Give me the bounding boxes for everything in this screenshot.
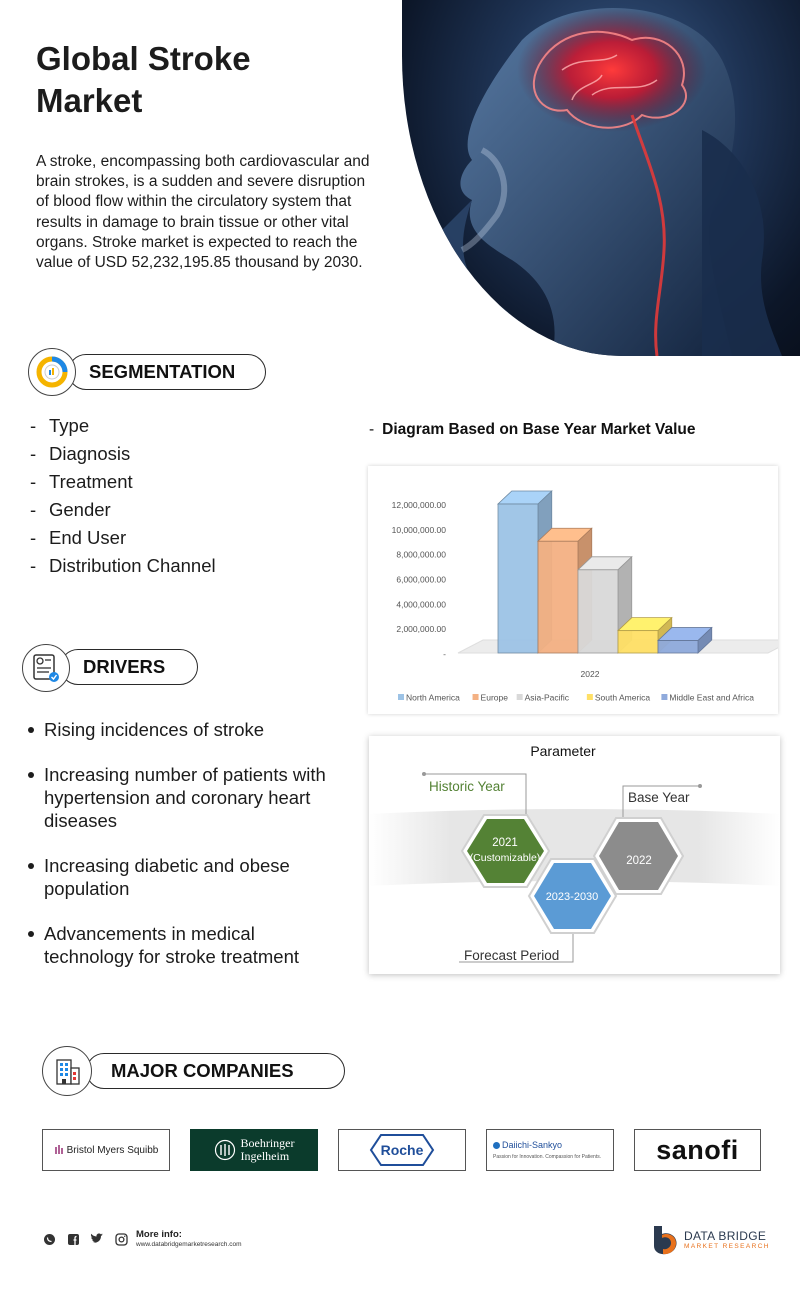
daiichi-tagline: Passion for Innovation. Compassion for Patients. (493, 1154, 602, 1160)
twitter-icon[interactable] (90, 1232, 104, 1246)
legend-swatch (587, 694, 593, 700)
y-tick-label: 4,000,000.00 (396, 599, 446, 610)
segmentation-icon (28, 348, 76, 396)
roche-hexagon-icon (369, 1133, 435, 1167)
company-logo-daiichi (486, 1129, 614, 1171)
historic-label: Historic Year (429, 779, 505, 794)
legend-entry: Middle East and Africa (669, 692, 754, 703)
bar (658, 641, 698, 653)
boehringer-line1: Boehringer (240, 1136, 295, 1150)
historic-dot (422, 772, 426, 776)
base-year: 2022 (626, 855, 652, 867)
sanofi-name: sanofi (656, 1134, 739, 1165)
y-tick-label: 6,000,000.00 (396, 574, 446, 585)
list-item: - Type (30, 412, 216, 440)
hero-brain-image (402, 0, 800, 356)
brand-subtitle: MARKET RESEARCH (684, 1243, 770, 1250)
diagram-heading (369, 421, 696, 439)
legend-swatch (661, 694, 667, 700)
drivers-list (26, 718, 344, 990)
list-item: - Treatment (30, 468, 216, 496)
roche-name: Roche (380, 1142, 424, 1158)
list-item: Increasing number of patients with hypertension and coronary heart diseases (26, 763, 344, 832)
social-icons (42, 1232, 128, 1246)
bar (538, 541, 578, 653)
x-tick-label: 2022 (580, 669, 600, 679)
facebook-icon[interactable] (66, 1232, 80, 1246)
more-info-label: More info: (136, 1229, 182, 1240)
company-logo-bms (42, 1129, 170, 1171)
whatsapp-icon[interactable] (42, 1232, 56, 1246)
intro-paragraph: A stroke, encompassing both cardiovascular and brain strokes, is a sudden and severe disruption of blood flow within the circulatory system that results in damage to brain tissue or other vital organs. Stroke market is expected to reach the value of USD 52,232,195.85 thousand by 2030. (36, 153, 370, 272)
y-tick-label: 8,000,000.00 (396, 549, 446, 560)
list-item: Increasing diabetic and obese population (26, 854, 344, 900)
brand-name: DATA BRIDGE (684, 1229, 767, 1243)
legend-entry: North America (406, 692, 460, 703)
historic-year: 2021 (492, 837, 518, 849)
brain-illustration (402, 0, 800, 356)
boehringer-line2: Ingelheim (240, 1149, 290, 1163)
y-tick-label: - (443, 649, 446, 659)
segmentation-label: SEGMENTATION (89, 361, 236, 382)
legend-swatch (517, 694, 523, 700)
base-label: Base Year (628, 790, 690, 805)
forecast-years: 2023-2030 (545, 891, 599, 903)
boehringer-mark-icon (214, 1139, 236, 1161)
list-item: - Distribution Channel (30, 552, 216, 580)
diagram-heading-text: Diagram Based on Base Year Market Value (382, 421, 696, 438)
drivers-heading (60, 649, 198, 685)
legend-swatch (473, 694, 479, 700)
legend-entry: Asia-Pacific (524, 692, 570, 703)
instagram-icon[interactable] (114, 1232, 128, 1246)
bar (498, 504, 538, 653)
parameter-diagram (369, 736, 780, 974)
daiichi-mark-icon (493, 1142, 500, 1149)
legend-swatch (398, 694, 404, 700)
legend-entry: South America (594, 692, 651, 703)
historic-note: (Customizable) (469, 852, 541, 864)
companies-label: MAJOR COMPANIES (111, 1060, 294, 1081)
base-dot (698, 784, 702, 788)
drivers-label: DRIVERS (83, 656, 166, 677)
list-item: Rising incidences of stroke (26, 718, 344, 741)
y-tick-label: 12,000,000.00 (391, 500, 446, 510)
y-tick-label: 2,000,000.00 (396, 624, 446, 635)
company-logo-sanofi (634, 1129, 761, 1171)
forecast-label: Forecast Period (464, 948, 560, 963)
daiichi-name: Daiichi-Sankyo (502, 1140, 563, 1150)
market-value-chart (368, 466, 778, 714)
page-title: Global Stroke Market (36, 40, 251, 119)
bar (578, 570, 618, 653)
diagram-heading-dash: - (369, 421, 375, 438)
list-item: - End User (30, 524, 216, 552)
segmentation-list (30, 412, 216, 580)
parameter-title: Parameter (530, 743, 596, 759)
legend-entry: Europe (480, 692, 508, 703)
segmentation-heading (68, 354, 266, 390)
list-item: Advancements in medical technology for stroke treatment (26, 922, 344, 968)
bar (618, 631, 658, 653)
data-bridge-logo-icon (650, 1224, 682, 1261)
list-item: - Gender (30, 496, 216, 524)
companies-heading (86, 1053, 345, 1089)
y-tick-label: 10,000,000.00 (391, 524, 446, 535)
bms-name: Bristol Myers Squibb (66, 1144, 159, 1156)
website-link[interactable]: www.databridgemarketresearch.com (136, 1241, 242, 1248)
drivers-icon (22, 644, 70, 692)
companies-icon (42, 1046, 92, 1096)
list-item: - Diagnosis (30, 440, 216, 468)
company-logo-roche (338, 1129, 466, 1171)
bms-mark-icon (54, 1144, 64, 1156)
company-logo-boehringer (190, 1129, 318, 1171)
chart-svg (368, 466, 778, 714)
